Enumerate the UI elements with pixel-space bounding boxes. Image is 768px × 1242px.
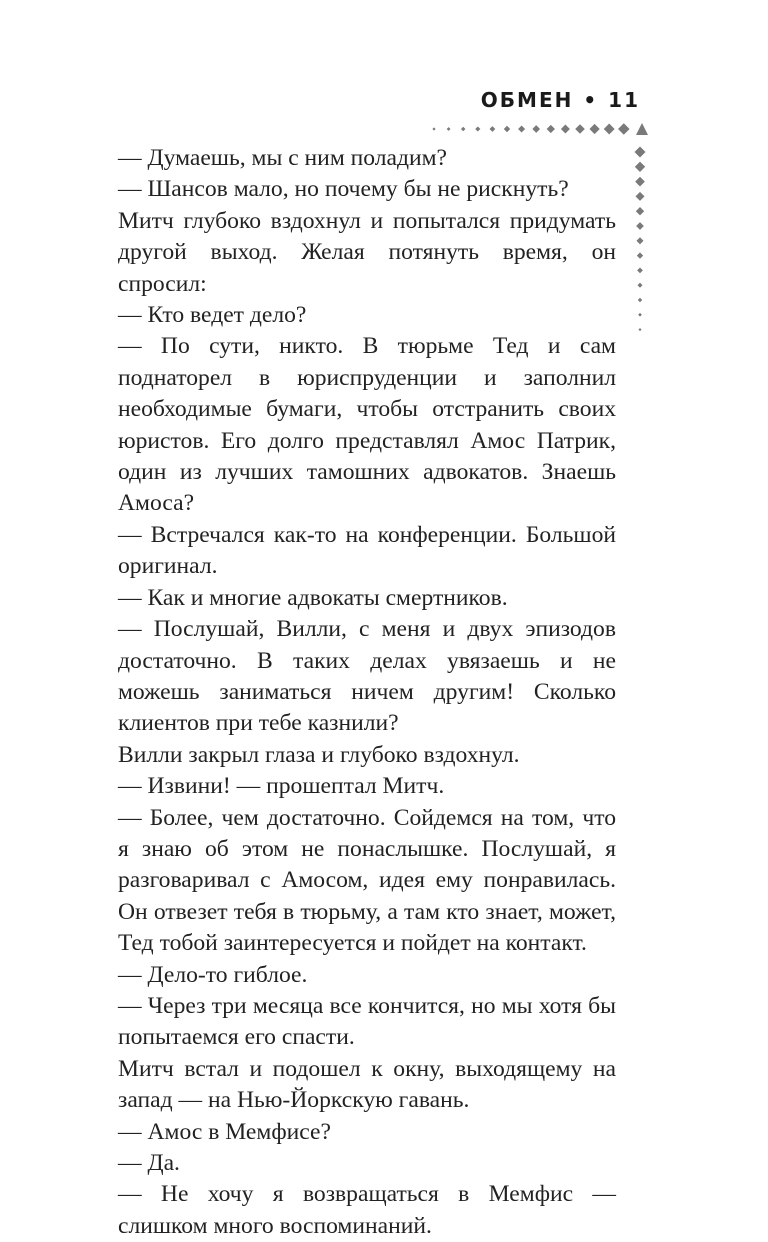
ornament-dots-row-icon — [430, 118, 650, 140]
ornament-dot — [638, 328, 641, 331]
ornament-dot — [636, 207, 644, 215]
body-text — [118, 143, 616, 1242]
running-header — [300, 88, 640, 118]
ornament-dot — [561, 125, 570, 134]
paragraph: — Не хочу я возвращаться в Мемфис — слишком много воспоминаний. — [118, 1181, 616, 1239]
ornament-dot — [532, 125, 540, 133]
ornament-dot — [432, 127, 435, 130]
paragraph: — Шансов мало, но почему бы не рискнуть? — [118, 176, 569, 203]
ornament-dot — [589, 124, 599, 134]
paragraph: — Дело-то гиблое. — [118, 961, 308, 988]
ornament-dot — [635, 147, 646, 158]
paragraph: — Более, чем достаточно. Сойдемся на том, что я знаю об этом не понаслышке. Послушай, я разговаривал с Амосом, идея ему понравилась. Он отвезет тебя в тюрьму, а там кто знает, может, Тед тобой заинтересуется и пойдет на контакт. — [118, 804, 616, 957]
paragraph: — Кто ведет дело? — [118, 302, 307, 329]
ornament-dot — [547, 125, 555, 133]
paragraph: Митч глубоко вздохнул и попытался придумать другой выход. Желая потянуть время, он спросил: — [118, 207, 616, 297]
ornament-dot — [638, 298, 642, 302]
paragraph: — Через три месяца все кончится, но мы хотя бы попытаемся его спасти. — [118, 992, 616, 1051]
paragraph: — Как и многие адвокаты смертников. — [118, 584, 508, 611]
ornament-dot — [635, 162, 645, 172]
ornament-dot — [637, 252, 643, 258]
paragraph: Вилли закрыл глаза и глубоко вздохнул. — [118, 741, 520, 768]
ornament-dot — [475, 126, 480, 131]
paragraph: — Послушай, Вилли, с меня и двух эпизодов достаточно. В таких делах увязаешь и не можешь заниматься ничем другим! Сколько клиентов при тебе казнили? — [118, 616, 616, 737]
ornament-dot — [635, 192, 644, 201]
paragraph: Митч встал и подошел к окну, выходящему на запад — на Нью-Йоркскую гавань. — [118, 1055, 616, 1114]
ornament-dot — [635, 177, 645, 187]
ornament-dot — [604, 124, 615, 135]
ornament-dot — [518, 125, 525, 132]
ornament-dot — [504, 126, 510, 132]
paragraph: — Да. — [118, 1150, 180, 1176]
ornament-dot — [461, 127, 465, 131]
ornament-dot — [637, 283, 642, 288]
ornament-triangle — [636, 123, 648, 135]
ornament-dot — [447, 127, 451, 131]
ornament-dot — [637, 268, 643, 274]
ornament-dots-column-icon — [632, 140, 648, 340]
header-separator: • — [583, 88, 599, 112]
ornament-dot — [638, 313, 642, 317]
page-number: 11 — [608, 88, 640, 112]
chapter-title: ОБМЕН — [480, 88, 574, 112]
paragraph: — Амос в Мемфисе? — [118, 1118, 331, 1145]
paragraph: — Думаешь, мы с ним поладим? — [118, 145, 448, 171]
ornament-dot — [618, 123, 630, 135]
paragraph: — По сути, никто. В тюрьме Тед и сам поднаторел в юриспруденции и заполнил необходимые бумаги, чтобы отстранить своих юристов. Его долго представлял Амос Патрик, один из лучших тамошних адвокатов. Знаешь Амоса? — [118, 333, 616, 517]
paragraph: — Встречался как-то на конференции. Большой оригинал. — [118, 521, 616, 580]
ornament-dot — [636, 222, 644, 230]
ornament-dot — [575, 124, 585, 134]
ornament-dot — [636, 237, 643, 244]
ornament-dot — [490, 126, 496, 132]
paragraph: — Извини! — прошептал Митч. — [118, 773, 445, 800]
